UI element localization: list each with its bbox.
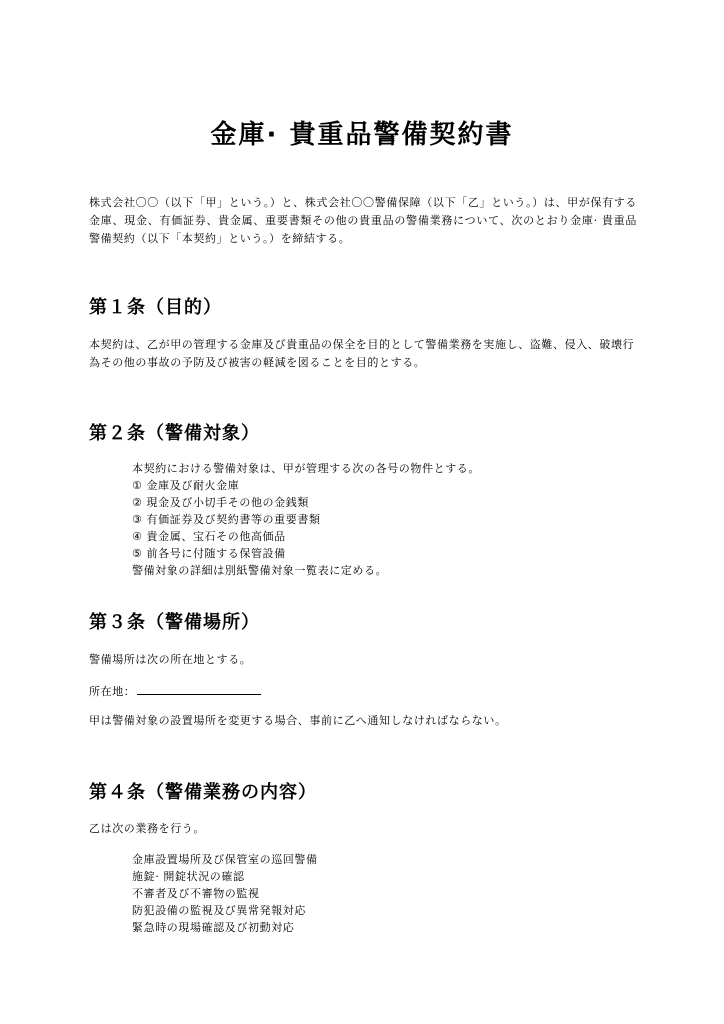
article-2-line: 本契約における警備対象は、甲が管理する次の各号の物件とする。 — [132, 462, 480, 475]
article-2-item: ③ 有価証券及び契約書等の重要書類 — [132, 513, 321, 526]
article-4-body: 乙は次の業務を行う。 — [89, 822, 205, 835]
article-4-item: 緊急時の現場確認及び初動対応 — [132, 921, 295, 934]
article-4-item: 不審者及び不審物の監視 — [132, 887, 260, 900]
article-2-item: ⑤ 前各号に付随する保管設備 — [132, 547, 286, 560]
article-4-item: 防犯設備の監視及び異常発報対応 — [132, 904, 306, 917]
article-1-body: 本契約は、乙が甲の管理する金庫及び貴重品の保全を目的として警備業務を実施し、盗難、侵入、破壊行為その他の事故の予防及び被害の軽減を図ることを目的とする。 — [89, 338, 635, 369]
document-title: 金庫· 貴重品警備契約書 — [210, 120, 514, 150]
article-4-item: 金庫設置場所及び保管室の巡回警備 — [132, 853, 318, 866]
article-3-heading: 第３条（警備場所） — [89, 612, 260, 633]
article-2-item: ① 金庫及び耐火金庫 — [132, 479, 240, 492]
article-2-heading: 第２条（警備対象） — [89, 423, 260, 444]
article-2-list — [132, 460, 637, 579]
article-2-line: 警備対象の詳細は別紙警備対象一覧表に定める。 — [132, 564, 388, 577]
location-line — [89, 682, 637, 701]
article-3-body-2: 甲は警備対象の設置場所を変更する場合、事前に乙へ通知しなければならない。 — [89, 714, 507, 727]
article-4-list — [132, 851, 637, 936]
article-4-item: 施錠· 開錠状況の確認 — [132, 870, 245, 883]
article-2-item: ② 現金及び小切手その他の金銭類 — [132, 496, 309, 509]
article-4-heading: 第４条（警備業務の内容） — [89, 782, 317, 803]
location-blank-field — [137, 682, 261, 695]
article-1-heading: 第１条（目的） — [89, 297, 222, 318]
intro-paragraph: 株式会社〇〇（以下「甲」という。）と、株式会社〇〇警備保障（以下「乙」という。）は、甲が保有する金庫、現金、有価証券、貴金属、重要書類その他の貴重品の警備業務について、次のとおり金庫· 貴重品警備契約（以下「本契約」という。）を締結する。 — [89, 196, 637, 245]
article-3-body-1: 警備場所は次の所在地とする。 — [89, 653, 252, 666]
location-label: 所在地： — [89, 685, 136, 698]
article-2-item: ④ 貴金属、宝石その他高価品 — [132, 530, 286, 543]
